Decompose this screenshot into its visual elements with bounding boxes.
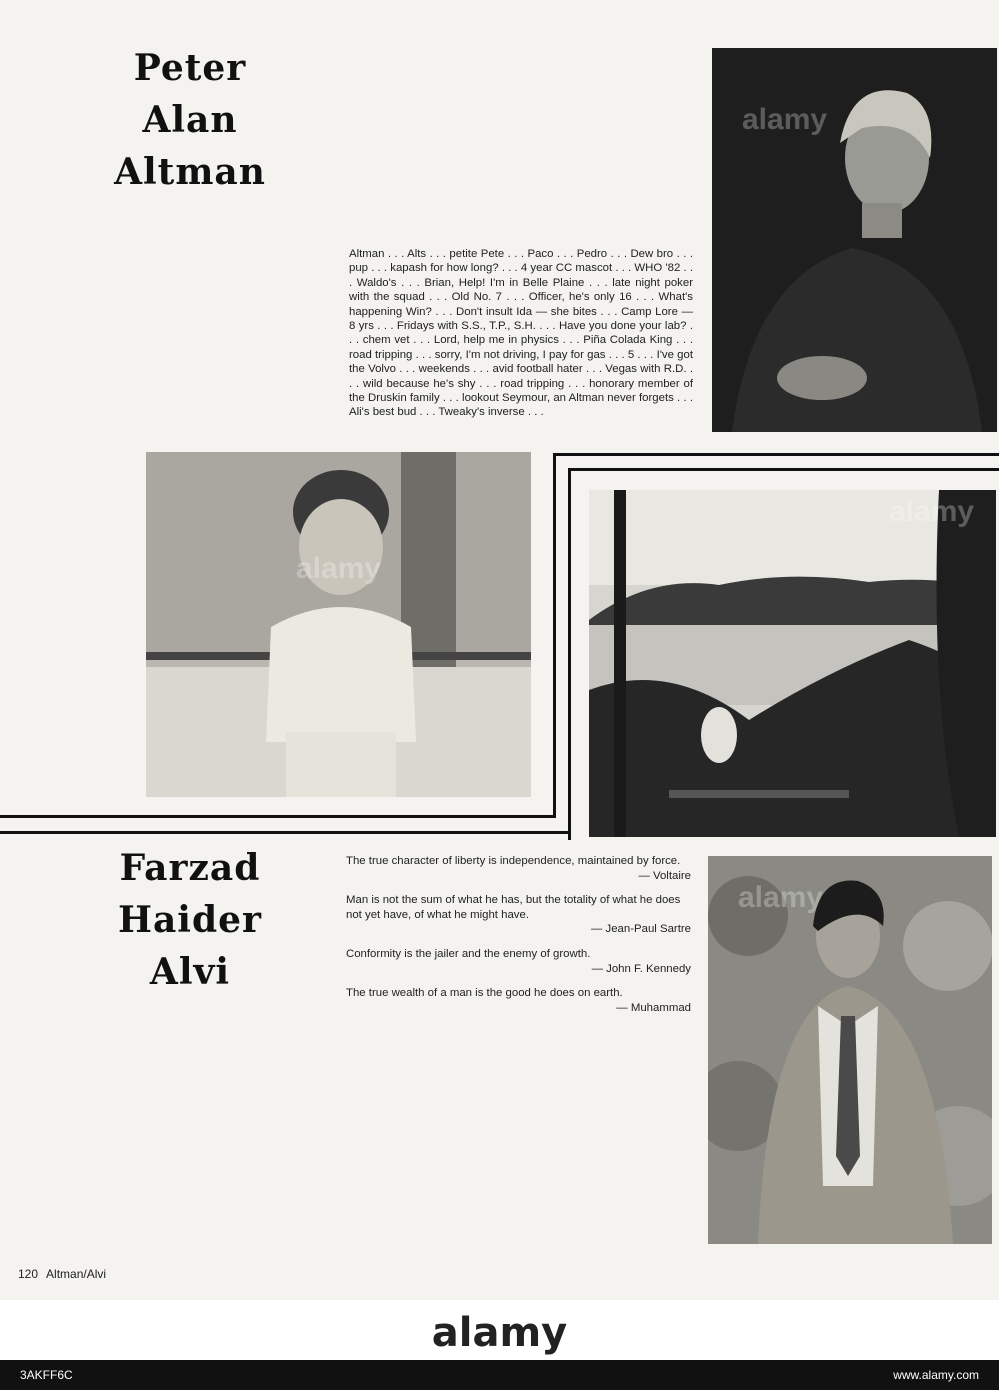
watermark-text: alamy <box>296 552 382 585</box>
quote-text: The true wealth of a man is the good he does on earth. <box>346 987 623 1000</box>
stock-footer <box>0 1300 999 1390</box>
running-title: Altman/Alvi <box>46 1267 107 1281</box>
frame-rule <box>0 815 556 818</box>
frame-rule <box>568 468 571 840</box>
quote-item <box>346 947 691 976</box>
watermark-text: alamy <box>738 881 824 914</box>
quote-text: Man is not the sum of what he has, but the totality of what he does not yet have, of what he might have. <box>346 894 681 921</box>
name-line: Peter <box>133 47 247 89</box>
quote-author: — Muhammad <box>616 1001 691 1014</box>
quote-item <box>346 854 691 883</box>
image-id: 3AKFF6C <box>20 1368 73 1382</box>
quote-item <box>346 986 691 1015</box>
page-number: 120 <box>18 1267 39 1281</box>
page-folio <box>18 1267 106 1281</box>
site-url: www.alamy.com <box>893 1368 979 1382</box>
quote-text: The true character of liberty is independence, maintained by force. <box>346 855 681 867</box>
frame-rule <box>568 468 999 471</box>
student-name-altman <box>95 42 285 198</box>
childhood-photo <box>146 452 531 797</box>
bio-text-altman: Altman . . . Alts . . . petite Pete . . . Paco . . . Pedro . . . Dew bro . . . pup . . . kapash for how long? . . . 4 year CC mascot . . . WHO '82 . . . Waldo's . . . Brian, Help! I'm in Belle Plaine . . . late night poker with the squad . . . Old No. 7 . . . Officer, he's only 16 . . . What's happening Win? . . . Don't insult Ida — she bites . . . Camp Lore — 8 yrs . . . Fridays with S.S., T.P., S.H. . . . Have you done your lab? . . . chem vet . . . Lord, help me in physics . . . Piña Colada King . . . road tripping . . . sorry, I'm not driving, I pay for gas . . . 5 . . . I've got the Volvo . . . weekends . . . avid football hater . . . Vegas with R.D. . . . wild because he's shy . . . road tripping . . . honorary member of the Druskin family . . . lookout Seymour, an Altman never forgets . . . Ali's best bud . . . Tweaky's inverse . . . <box>349 248 693 419</box>
name-line: Alvi <box>149 951 231 993</box>
frame-rule <box>0 831 571 834</box>
name-line: Altman <box>114 151 266 193</box>
quotes-block <box>346 854 691 1025</box>
quote-author: — John F. Kennedy <box>591 962 691 975</box>
name-line: Haider <box>117 899 263 941</box>
watermark-text: alamy <box>742 103 828 136</box>
quote-author: — Jean-Paul Sartre <box>590 923 691 936</box>
lake-photo <box>589 490 996 837</box>
frame-rule <box>553 453 999 456</box>
footer-logo: alamy <box>431 1310 568 1356</box>
name-line: Alan <box>142 99 238 141</box>
portrait-photo-altman <box>712 48 997 432</box>
quote-text: Conformity is the jailer and the enemy of growth. <box>346 947 591 960</box>
portrait-photo-alvi <box>708 856 992 1244</box>
footer-bar <box>0 1360 999 1390</box>
quote-item <box>346 893 691 937</box>
watermark-text: alamy <box>889 495 975 528</box>
quote-author: — Voltaire <box>638 869 691 882</box>
name-line: Farzad <box>119 847 261 889</box>
frame-rule <box>553 453 556 818</box>
student-name-alvi <box>95 842 285 998</box>
